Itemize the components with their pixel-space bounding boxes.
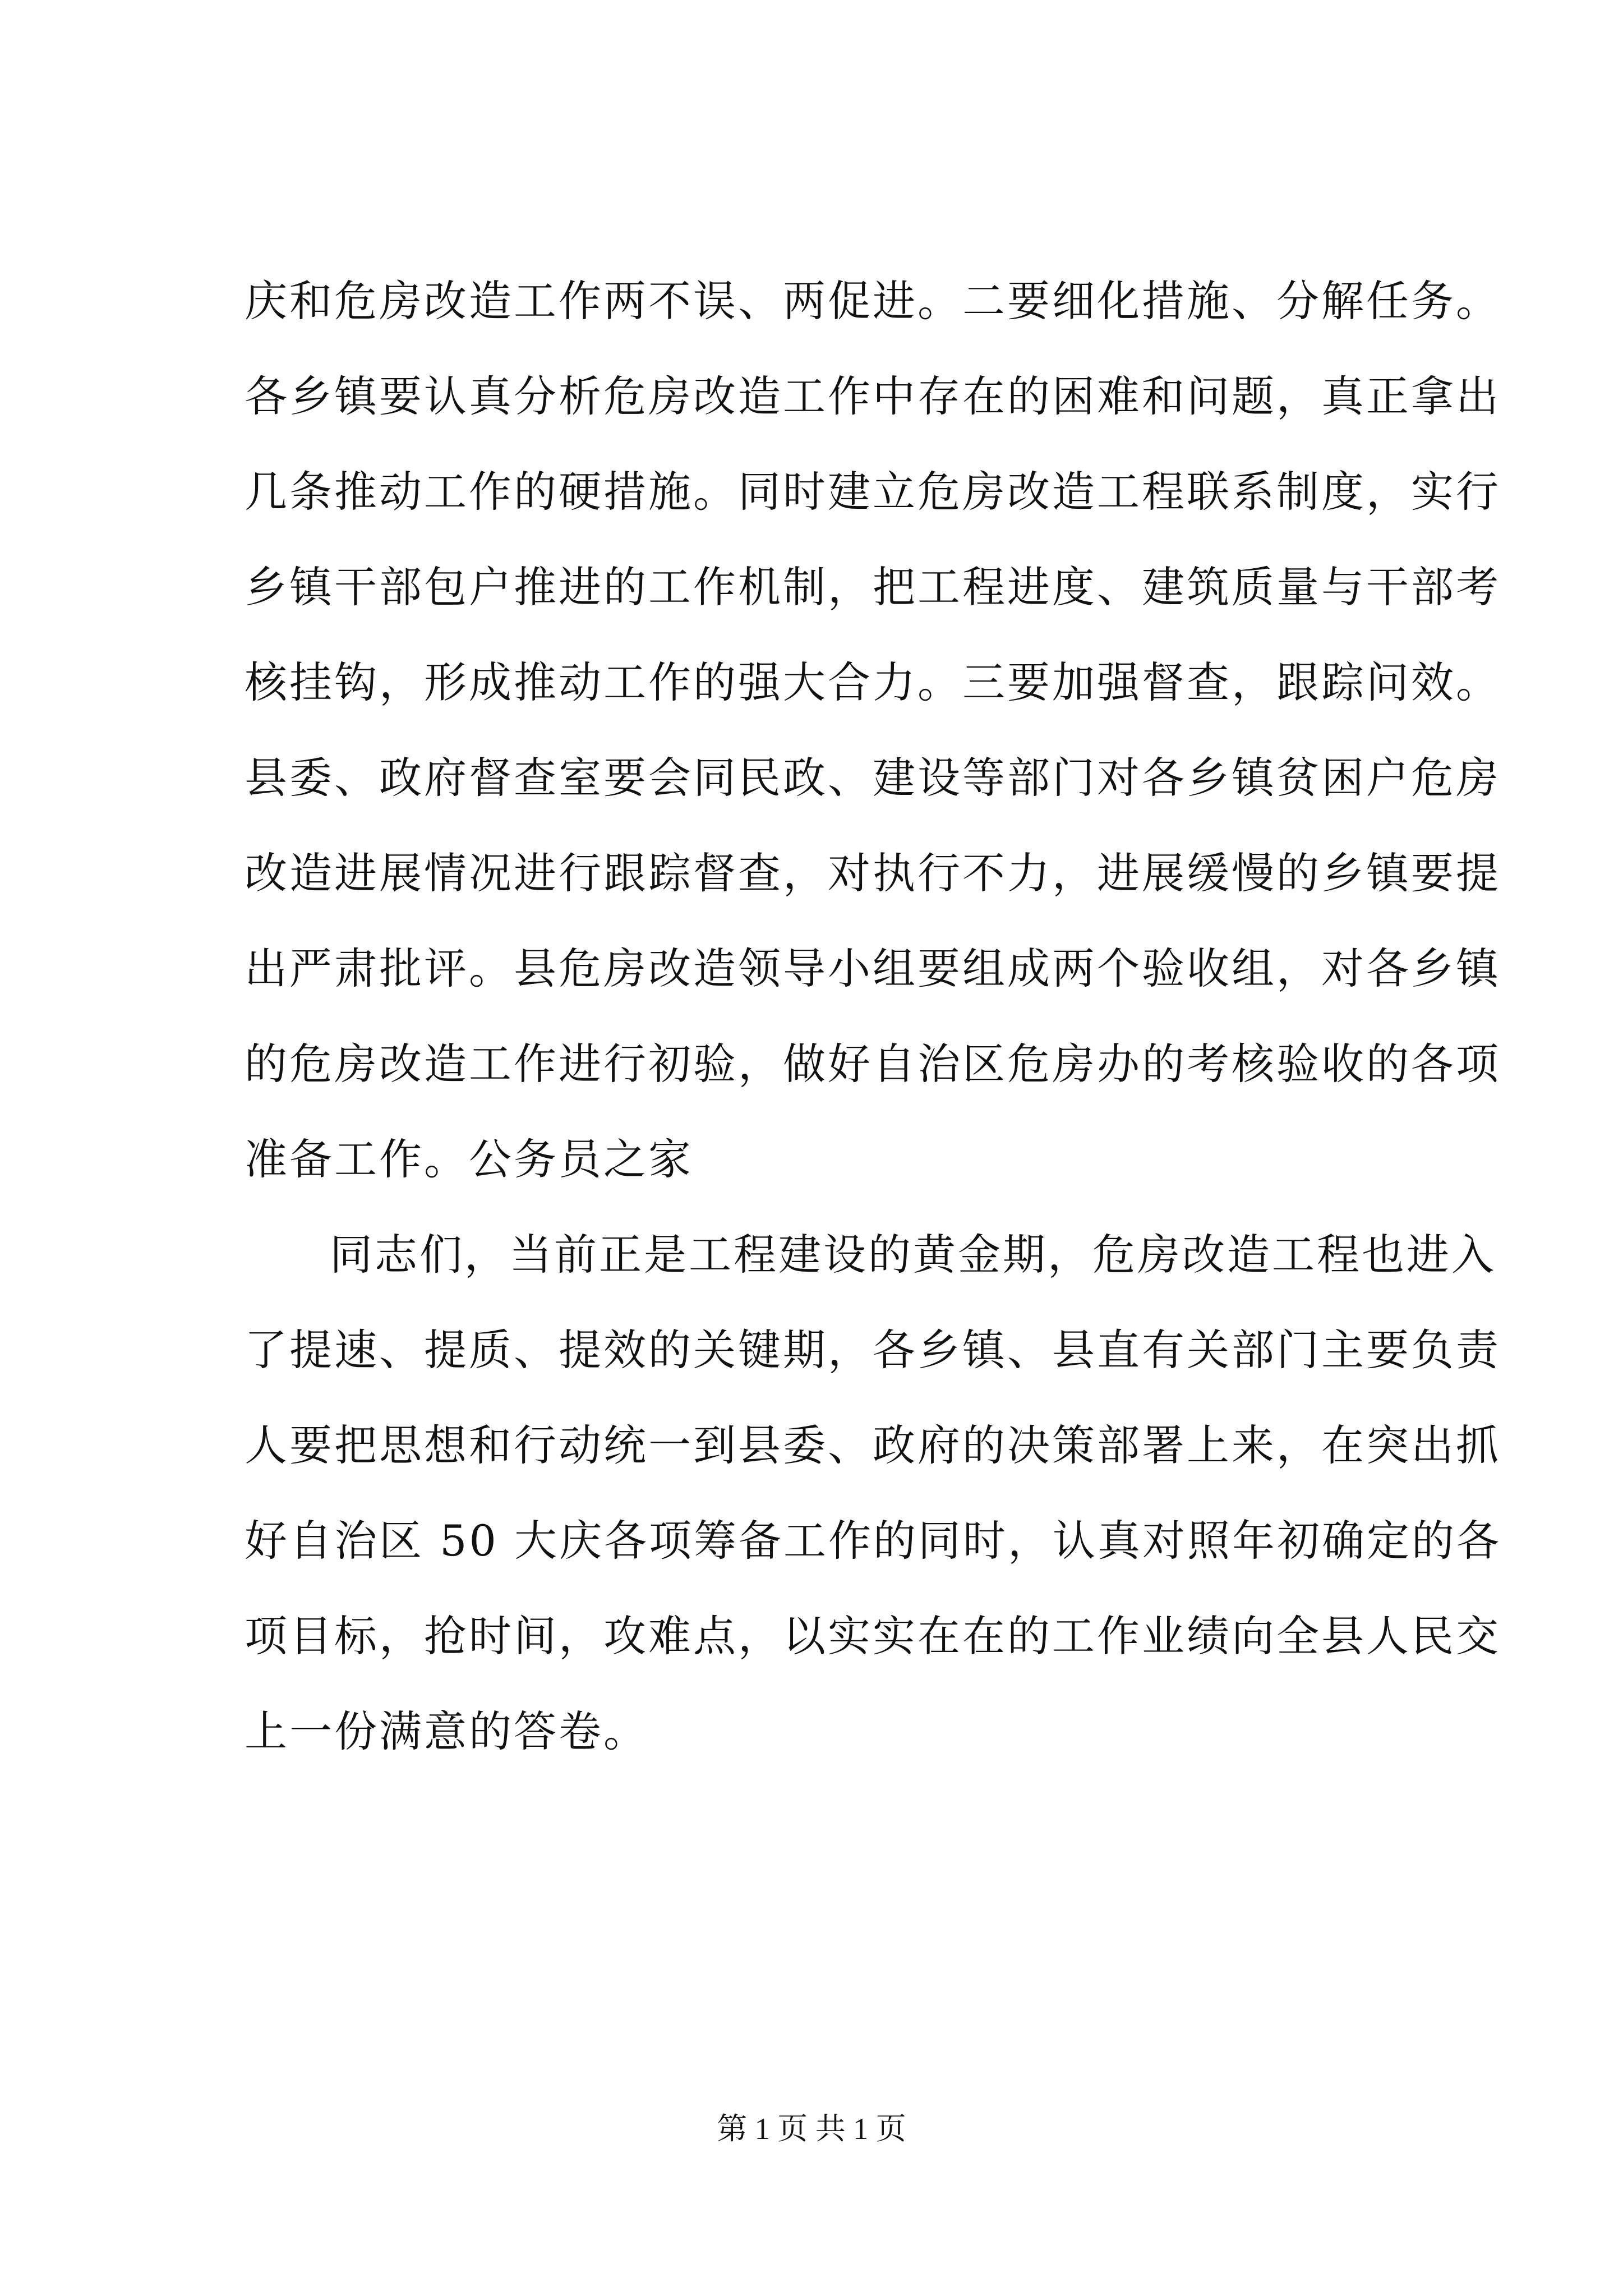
text-line: 项目标，抢时间，攻难点，以实实在在的工作业绩向全县人民交 [245, 1611, 1501, 1661]
page-number-footer: 第 1 页 共 1 页 [717, 2112, 906, 2146]
text-line: 乡镇干部包户推进的工作机制，把工程进度、建筑质量与干部考 [245, 562, 1501, 612]
text-line: 庆和危房改造工作两不误、两促进。二要细化措施、分解任务。 [245, 276, 1501, 326]
text-line: 上一份满意的答卷。 [245, 1706, 648, 1756]
paragraph-1 [245, 254, 1501, 1207]
text-line: 好自治区 50 大庆各项筹备工作的同时，认真对照年初确定的各 [245, 1516, 1502, 1566]
text-line: 各乡镇要认真分析危房改造工作中存在的困难和问题，真正拿出 [245, 371, 1501, 421]
text-line: 的危房改造工作进行初验，做好自治区危房办的考核验收的各项 [245, 1039, 1501, 1089]
text-line: 几条推动工作的硬措施。同时建立危房改造工程联系制度，实行 [245, 467, 1501, 517]
paragraph-2 [245, 1207, 1502, 1779]
text-line: 县委、政府督查室要会同民政、建设等部门对各乡镇贫困户危房 [245, 753, 1501, 803]
document-body [245, 254, 1502, 1779]
text-line: 准备工作。公务员之家 [245, 1134, 693, 1184]
text-line: 出严肃批评。县危房改造领导小组要组成两个验收组，对各乡镇 [245, 944, 1501, 993]
text-line: 改造进展情况进行跟踪督查，对执行不力，进展缓慢的乡镇要提 [245, 848, 1501, 898]
text-line: 人要把思想和行动统一到县委、政府的决策部署上来，在突出抓 [245, 1420, 1501, 1470]
text-line: 核挂钩，形成推动工作的强大合力。三要加强督查，跟踪问效。 [245, 657, 1501, 707]
text-line: 同志们，当前正是工程建设的黄金期，危房改造工程也进入 [330, 1230, 1496, 1280]
text-line: 了提速、提质、提效的关键期，各乡镇、县直有关部门主要负责 [245, 1325, 1501, 1375]
